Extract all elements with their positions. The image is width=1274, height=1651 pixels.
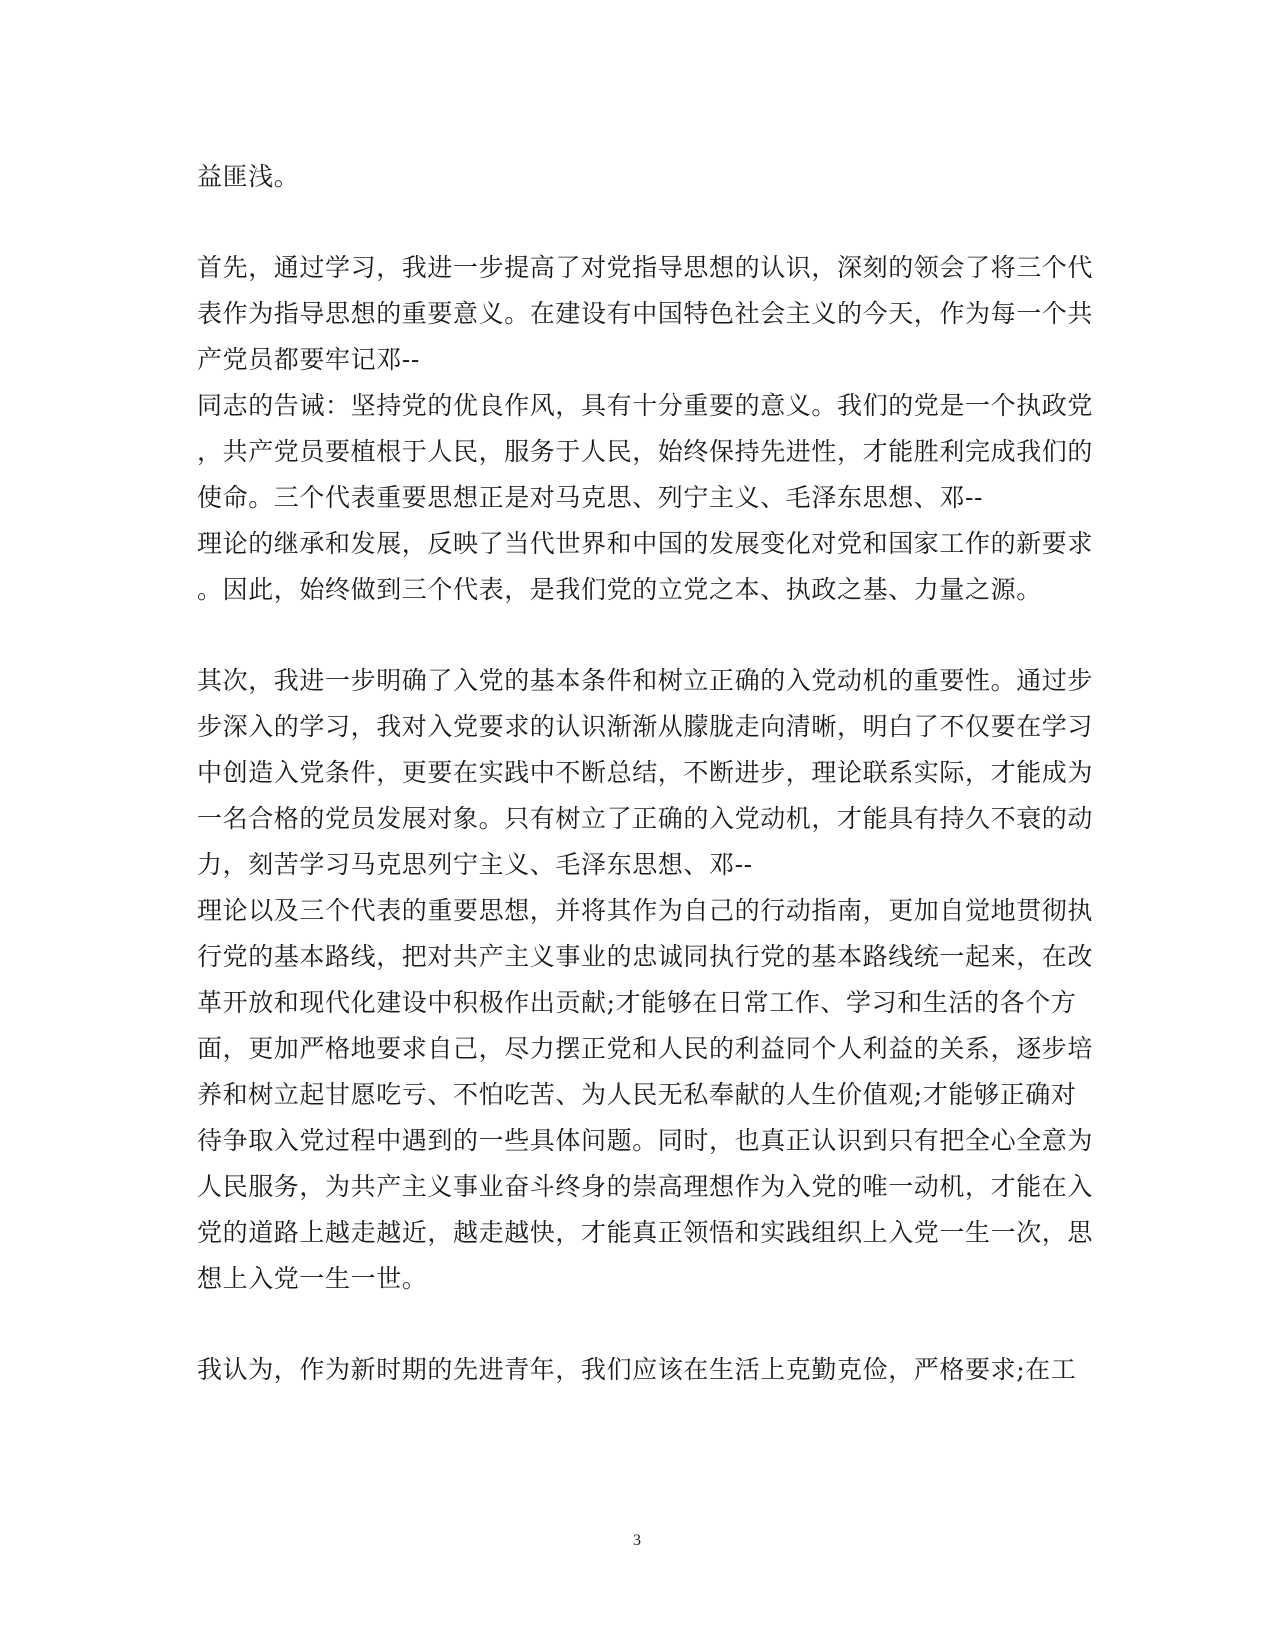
text-line: 党的道路上越走越近，越走越快，才能真正领悟和实践组织上入党一生一次，思 xyxy=(197,1218,1094,1247)
text-line: 力，刻苦学习马克思列宁主义、毛泽东思想、邓-- xyxy=(197,850,753,879)
text-line: 其次，我进一步明确了入党的基本条件和树立正确的入党动机的重要性。通过步 xyxy=(197,666,1094,695)
text-line: 益匪浅。 xyxy=(197,162,300,191)
text-line: 。因此，始终做到三个代表，是我们党的立党之本、执政之基、力量之源。 xyxy=(197,575,1042,604)
text-line: 一名合格的党员发展对象。只有树立了正确的入党动机，才能具有持久不衰的动 xyxy=(197,804,1094,833)
text-line: 面，更加严格地要求自己，尽力摆正党和人民的利益同个人利益的关系，逐步培 xyxy=(197,1034,1094,1063)
text-line: 想上入党一生一世。 xyxy=(197,1264,428,1293)
text-line: 同志的告诫：坚持党的优良作风，具有十分重要的意义。我们的党是一个执政党 xyxy=(197,391,1094,420)
text-line: 首先，通过学习，我进一步提高了对党指导思想的认识，深刻的领会了将三个代 xyxy=(197,253,1094,282)
text-line: 产党员都要牢记邓-- xyxy=(197,345,420,374)
text-line: ，共产党员要植根于人民，服务于人民，始终保持先进性，才能胜利完成我们的 xyxy=(197,437,1094,466)
text-line: 行党的基本路线，把对共产主义事业的忠诚同执行党的基本路线统一起来，在改 xyxy=(197,942,1094,971)
text-line: 我认为，作为新时期的先进青年，我们应该在生活上克勤克俭，严格要求;在工 xyxy=(197,1355,1077,1384)
text-line: 步深入的学习，我对入党要求的认识渐渐从朦胧走向清晰，明白了不仅要在学习 xyxy=(197,712,1094,741)
text-line: 理论以及三个代表的重要思想，并将其作为自己的行动指南，更加自觉地贯彻执 xyxy=(197,896,1094,925)
text-line: 待争取入党过程中遇到的一些具体问题。同时，也真正认识到只有把全心全意为 xyxy=(197,1126,1094,1155)
text-line: 革开放和现代化建设中积极作出贡献;才能够在日常工作、学习和生活的各个方 xyxy=(197,988,1077,1017)
text-line: 使命。三个代表重要思想正是对马克思、列宁主义、毛泽东思想、邓-- xyxy=(197,483,984,512)
page-number: 3 xyxy=(633,1532,641,1549)
text-line: 理论的继承和发展，反映了当代世界和中国的发展变化对党和国家工作的新要求 xyxy=(197,529,1094,558)
text-line: 养和树立起甘愿吃亏、不怕吃苦、为人民无私奉献的人生价值观;才能够正确对 xyxy=(197,1080,1077,1109)
text-line: 人民服务，为共产主义事业奋斗终身的崇高理想作为入党的唯一动机，才能在入 xyxy=(197,1172,1094,1201)
text-line: 表作为指导思想的重要意义。在建设有中国特色社会主义的今天，作为每一个共 xyxy=(197,299,1094,328)
text-line: 中创造入党条件，更要在实践中不断总结，不断进步，理论联系实际，才能成为 xyxy=(197,758,1094,787)
